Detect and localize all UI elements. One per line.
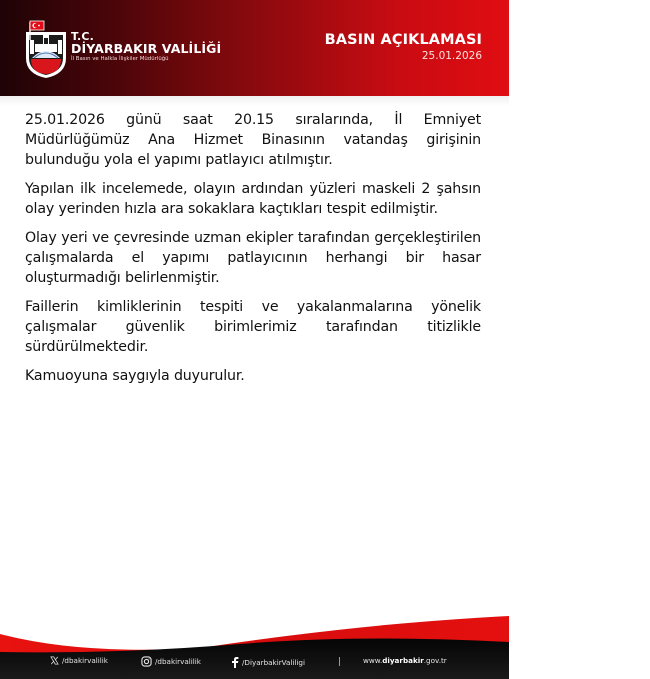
press-heading [325, 32, 482, 63]
header-shadow [0, 96, 509, 106]
website-domain: diyarbakir [382, 656, 424, 665]
paragraph-damage-assessment: Olay yeri ve çevresinde uzman ekipler tarafından gerçekleştirilen çalışmalarda el yapımı patlayıcının herhangi bir hasar oluşturmadığı belirlenmiştir. [25, 230, 481, 286]
website-link[interactable] [363, 656, 447, 665]
org-subtitle: İl Basın ve Halkla İlişkiler Müdürlüğü [71, 56, 169, 62]
footer-social-bar [0, 648, 509, 679]
org-name: DİYARBAKIR VALİLİĞİ [71, 41, 222, 56]
paragraph-investigation: Faillerin kimliklerinin tespiti ve yakalanmalarına yönelik çalışmalar güvenlik birimlerimiz tarafından titizlikle sürdürülmektedir. [25, 299, 481, 355]
footer-separator [339, 657, 340, 666]
document-type-title: BASIN AÇIKLAMASI [324, 32, 482, 48]
website-suffix: .gov.tr [423, 656, 447, 665]
instagram-link[interactable] [141, 656, 201, 667]
paragraph-closing: Kamuoyuna saygıyla duyurulur. [25, 368, 245, 384]
website-prefix: www. [363, 656, 383, 665]
x-link[interactable] [50, 656, 108, 665]
x-icon [50, 656, 59, 665]
org-prefix: T.C. [71, 30, 95, 43]
facebook-icon [231, 656, 239, 668]
instagram-icon [141, 656, 152, 667]
x-handle: /dbakirvalilik [62, 656, 108, 665]
header-banner [0, 0, 509, 96]
paragraph-initial-findings: Yapılan ilk incelemede, olayın ardından yüzleri maskeli 2 şahsın olay yerinden hızla ara sokaklara kaçtıkları tespit edilmiştir. [25, 181, 481, 217]
instagram-handle: /dbakirvalilik [155, 657, 201, 666]
document-date: 25.01.2026 [421, 50, 482, 62]
facebook-handle: /DiyarbakirValiligi [242, 657, 305, 667]
org-brand [71, 31, 221, 63]
facebook-link[interactable] [231, 656, 305, 668]
valilik-logo-icon [22, 18, 70, 80]
press-release-body [25, 110, 481, 395]
paragraph-incident: 25.01.2026 günü saat 20.15 sıralarında, İl Emniyet Müdürlüğümüz Ana Hizmet Binasının vatandaş girişinin bulunduğu yola el yapımı patlayıcı atılmıştır. [25, 112, 481, 168]
